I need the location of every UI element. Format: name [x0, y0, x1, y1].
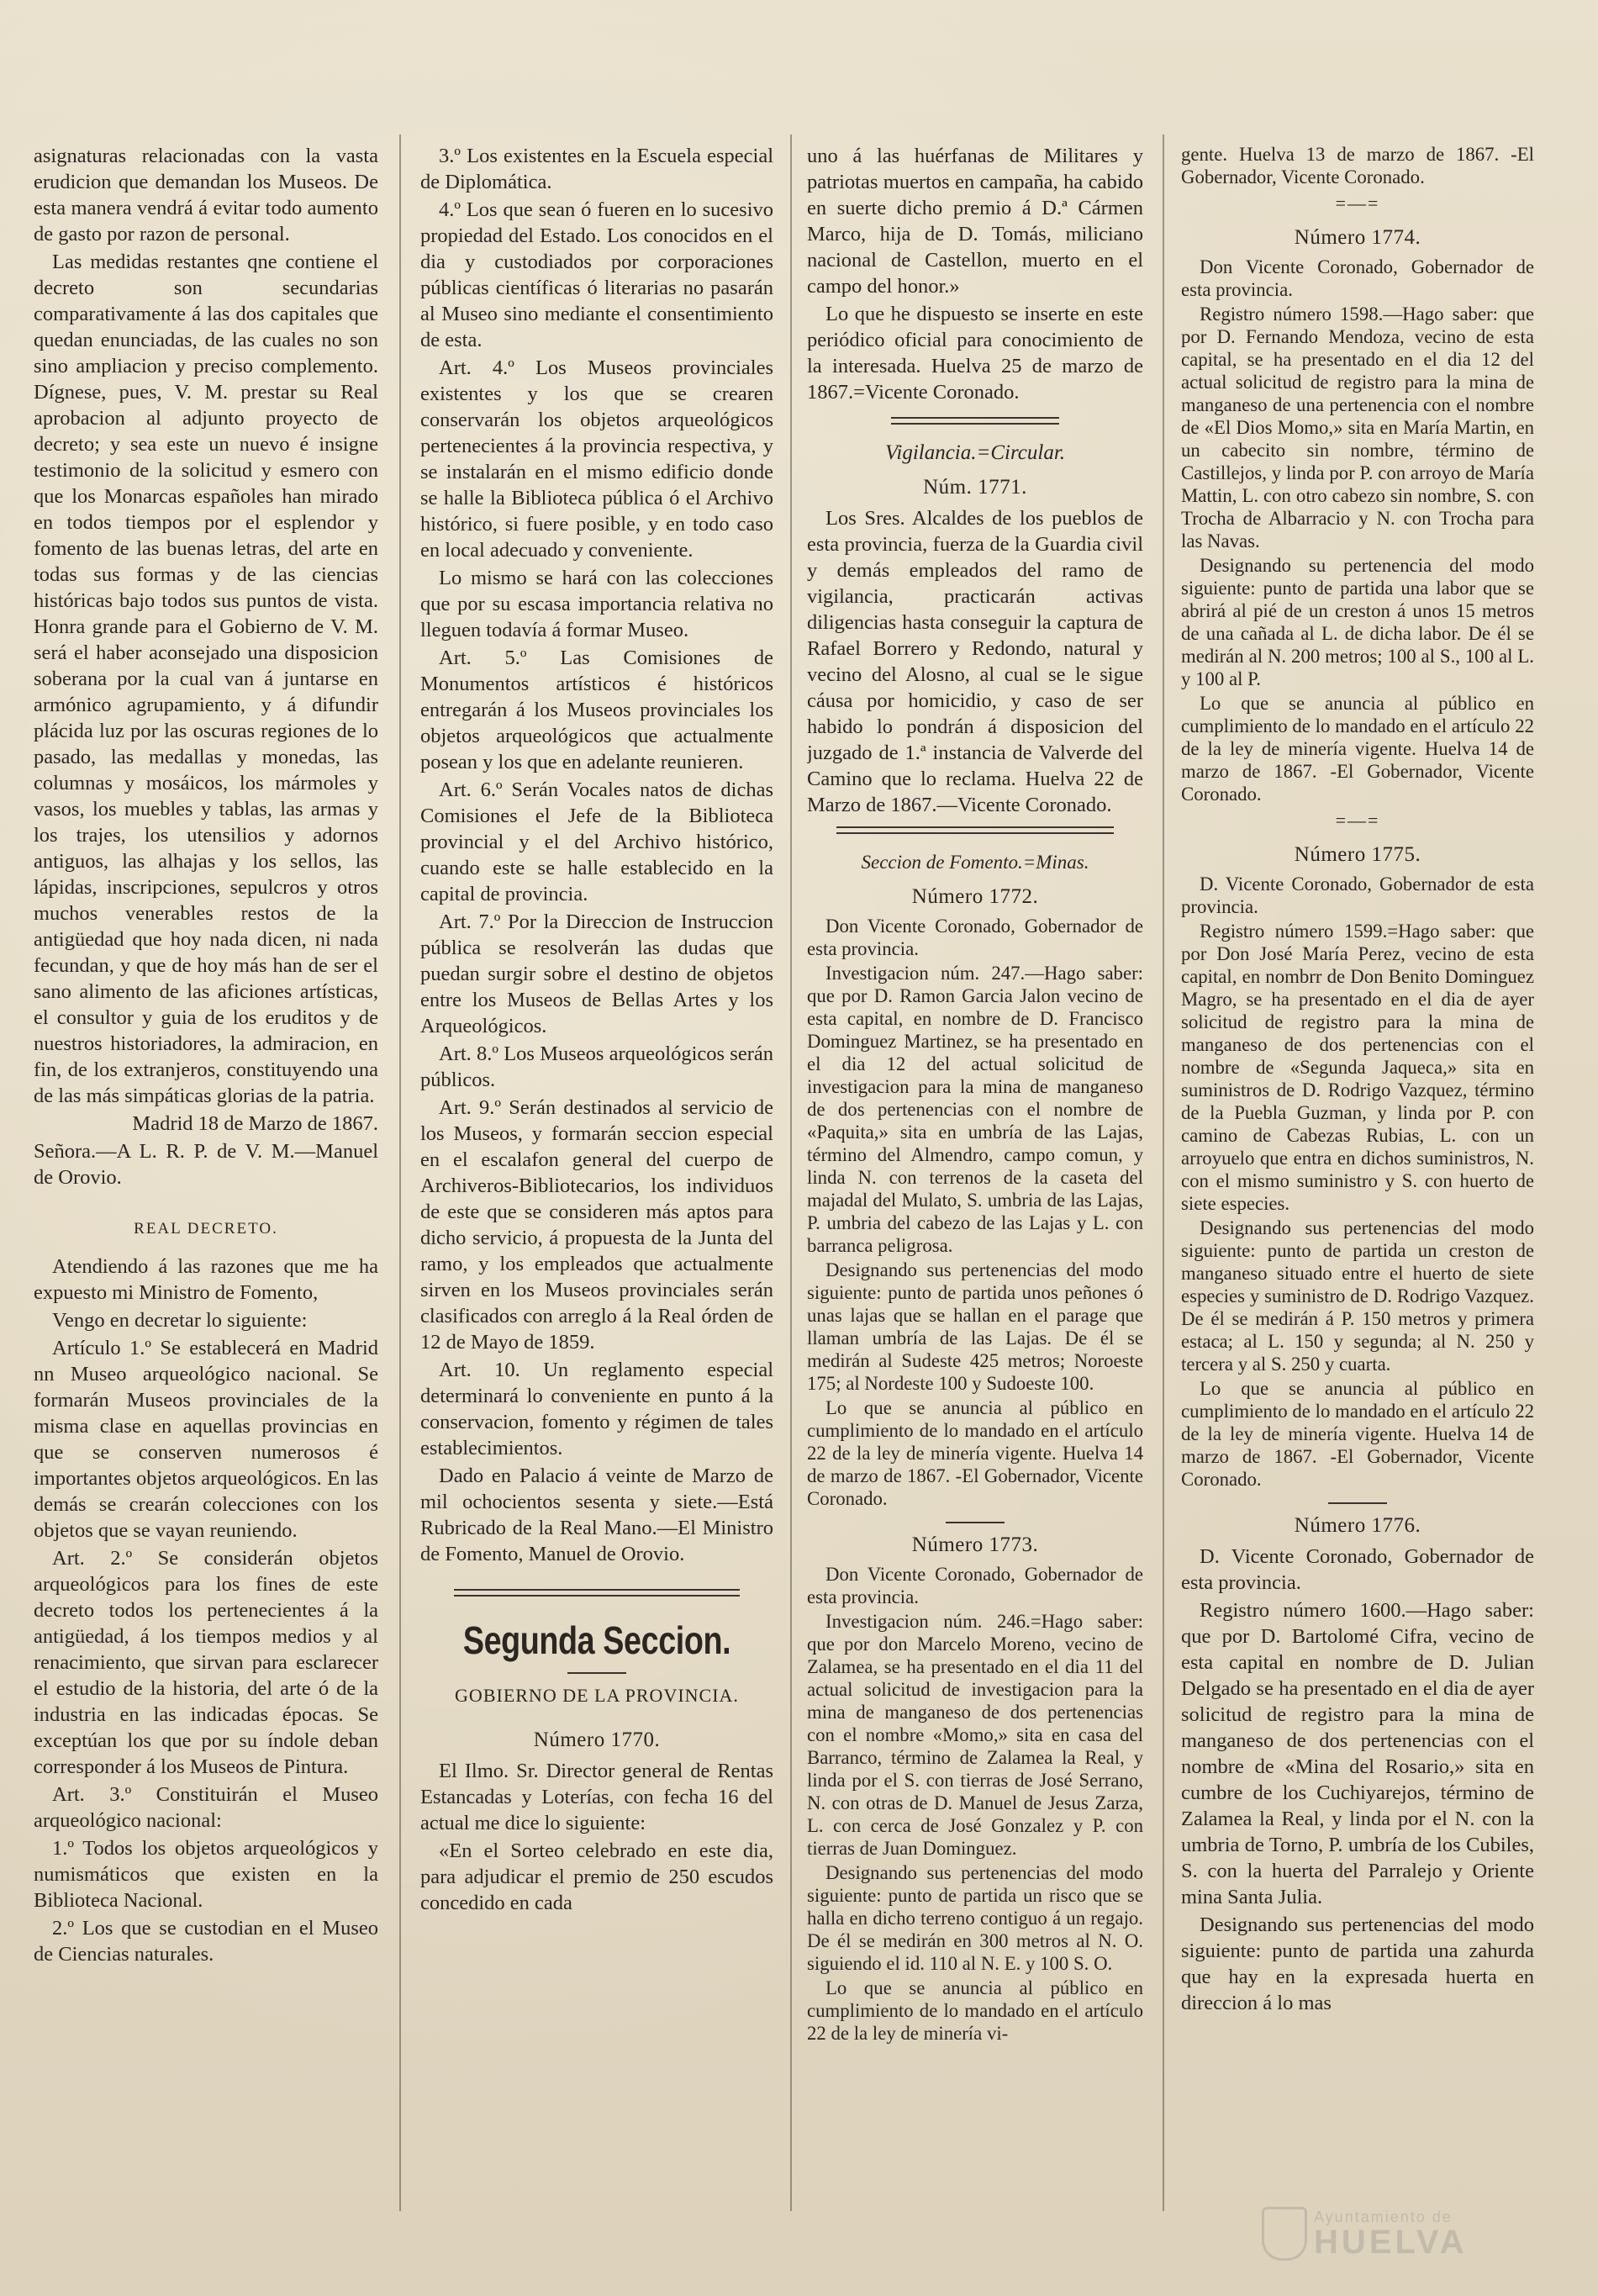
notice-number: Núm. 1771.	[923, 476, 1027, 499]
paragraph: Art. 6.º Serán Vocales natos de dichas Comisiones el Jefe de la Biblioteca provincial y el del Archivo histórico, cuando este se halle establecido en la capital de provincia.	[420, 779, 773, 905]
subsection-title: GOBIERNO DE LA PROVINCIA.	[455, 1685, 739, 1706]
dateline: Madrid 18 de Marzo de 1867.	[132, 1112, 378, 1135]
paragraph: 2.º Los que se custodian en el Museo de Ciencias naturales.	[34, 1917, 378, 1966]
column-4	[1181, 143, 1534, 2219]
paragraph: Registro número 1598.—Hago saber: que por D. Fernando Mendoza, vecino de esta capital, se ha presentado en el dia 12 del actual solicitud de registro para la mina de manganeso de una pertenencia con el nombre de «El Dios Momo,» sita en María Martin, en un cabecito sin nombre, término de Castillejos, y linda por P. con arroyo de María Mattin, L. con otro cabezo sin nombre, S. con Trocha de Albarracio y N. con Trocha para las Navas.	[1181, 303, 1534, 552]
notice-body	[1181, 256, 1534, 805]
paragraph: Dado en Palacio á veinte de Marzo de mil ochocientos sesenta y siete.—Está Rubricado de la Real Mano.—El Ministro de Fomento, Manuel de Orovio.	[420, 1465, 773, 1565]
paragraph: Lo que se anuncia al público en cumplimiento de lo mandado en el artículo 22 de la ley de minería vi-	[807, 1977, 1143, 2044]
paragraph: Lo que se anuncia al público en cumplimiento de lo mandado en el artículo 22 de la ley de minería vigente. Huelva 14 de marzo de 1867. -El Gobernador, Vicente Coronado.	[807, 1397, 1143, 1509]
paragraph: Art. 5.º Las Comisiones de Monumentos artísticos é históricos entregarán á los Museos provinciales los objetos arqueológicos que actualmente posean y los que en adelante reunieren.	[420, 647, 773, 773]
section-heading: REAL DECRETO.	[134, 1220, 278, 1238]
paragraph: Designando sus pertenencias del modo siguiente: punto de partida un creston de manganeso situado entre el huerto de siete especies y suministro de D. Rodrigo Vazquez. De él se medirán á P. 150 metros y primera estaca; al L. 150 y segunda; al N. 250 y tercera y al S. 250 y cuarta.	[1181, 1217, 1534, 1375]
paragraph: Lo que he dispuesto se inserte en este periódico oficial para conocimiento de la interesada. Huelva 25 de marzo de 1867.=Vicente Coronado.	[807, 303, 1143, 404]
paragraph: Art. 9.º Serán destinados al servicio de los Museos, y formarán seccion especial en el escalafon general del cuerpo de Archiveros-Bibliotecarios, los individuos de este que se consideren más aptos para dicho servicio, á propuesta de la Junta del ramo, y los empleados que actualmente sirven en los Museos provinciales serán clasificados con arreglo á la Real órden de 12 de Mayo de 1859.	[420, 1096, 773, 1354]
paragraph: Lo que se anuncia al público en cumplimiento de lo mandado en el artículo 22 de la ley de minería vigente. Huelva 14 de marzo de 1867. -El Gobernador, Vicente Coronado.	[1181, 1378, 1534, 1490]
notice-number: Número 1776.	[1294, 1514, 1421, 1537]
notice-number: Número 1774.	[1294, 226, 1421, 249]
paragraph: Vengo en decretar lo siguiente:	[52, 1309, 308, 1332]
paragraph: Investigacion núm. 247.—Hago saber: que por D. Ramon Garcia Jalon vecino de esta capital, en nombre de D. Francisco Dominguez Martinez, se ha presentado en el dia 12 del actual solicitud de investigacion para la mina de manganeso de dos pertenencias con el nombre de «Paquita,» sita en umbría de las Lajas, término del Almendro, campo comun, y linda N. con terrenos de la caseta del majadal del Mulato, S. umbria de las Lajas, P. umbria del cabezo de las Lajas y L. con barranca peligrosa.	[807, 963, 1143, 1256]
paragraph: gente. Huelva 13 de marzo de 1867. -El Gobernador, Vicente Coronado.	[1181, 144, 1534, 187]
paragraph: Art. 7.º Por la Direccion de Instruccion pública se resolverán las dudas que puedan surgir sobre el destino de objetos entre los Museos de Bellas Artes y los Arqueológicos.	[420, 910, 773, 1037]
column-3	[807, 143, 1143, 2219]
watermark-small-text: Ayuntamiento de	[1314, 2209, 1453, 2225]
paragraph: asignaturas relacionadas con la vasta erudicion que demandan los Museos. De esta manera vendrá á evitar todo aumento de gasto por razon de personal.	[34, 145, 378, 245]
paragraph: Art. 4.º Los Museos provinciales existentes y los que se crearen conservarán los objetos arqueológicos pertenecientes á la provincia respectiva, y se instalarán en el mismo edificio donde se halle la Biblioteca pública ó el Archivo histórico, si fuere posible, y en todo caso en local adecuado y conveniente.	[420, 356, 773, 562]
paragraph: Designando sus pertenencias del modo siguiente: punto de partida un risco que se halla en dicho terreno contiguo á un regajo. De él se medirán en 300 metros al N. O. siguiendo el id. 110 al N. E. y 100 S. O.	[807, 1862, 1143, 1974]
notice-body	[807, 1563, 1143, 2045]
paragraph: «En el Sorteo celebrado en este dia, para adjudicar el premio de 250 escudos concedido en cada	[420, 1839, 773, 1914]
paragraph: Don Vicente Coronado, Gobernador de esta provincia.	[807, 916, 1143, 959]
paragraph: Artículo 1.º Se establecerá en Madrid nn Museo arqueológico nacional. Se formarán Museos provinciales de la misma clase en aquellas provincias en que se conserven numerosos é importantes objetos arqueológicos. En las demás se crearán colecciones con los objetos que se vayan reuniendo.	[34, 1337, 378, 1542]
double-rule	[454, 1589, 740, 1597]
signature: Señora.—A L. R. P. de V. M.—Manuel de Orovio.	[34, 1140, 378, 1189]
paragraph: Investigacion núm. 246.=Hago saber: que por don Marcelo Moreno, vecino de Zalamea, se ha presentado en el dia 11 del actual solicitud de investigacion para la mina de manganeso de dos pertenencias con el nombre «Momo,» sita en casa del Barranco, término de Zalamea la Real, y linda por el S. con tierras de José Serrano, N. con otras de D. Manuel de Jesus Zarza, L. con cerca de José Gonzalez y P. con tierras de Juan Dominguez.	[807, 1611, 1143, 1859]
crest-icon	[1262, 2207, 1307, 2261]
paragraph: D. Vicente Coronado, Gobernador de esta provincia.	[1181, 874, 1534, 917]
paragraph: Don Vicente Coronado, Gobernador de esta provincia.	[807, 1564, 1143, 1607]
double-rule	[836, 826, 1114, 834]
paragraph: Registro número 1599.=Hago saber: que por Don José María Perez, vecino de esta capital, en nombrr de Don Benito Dominguez Magro, se ha presentado en el dia de ayer solicitud de registro para la mina de manganeso de dos pertenencias con el nombre de «Segunda Jaqueca,» sita en suministros de D. Rodrigo Vazquez, término de la Puebla Guzman, y linda por P. con camino de Cabezas Rubias, L. con un arroyuelo que entra en dichos suministros, N. con el mismo suministro y S. con huerto de siete especies.	[1181, 921, 1534, 1214]
column-2	[420, 143, 773, 2219]
short-rule	[946, 1522, 1005, 1523]
paragraph: 1.º Todos los objetos arqueológicos y numismáticos que existen en la Biblioteca Nacional.	[34, 1837, 378, 1912]
paragraph: Registro número 1600.—Hago saber: que por D. Bartolomé Cifra, vecino de esta capital en nombre de D. Julian Delgado se ha presentado en el dia de ayer solicitud de registro para la mina de manganeso de dos pertenencias con el nombre de «Mina del Rosario,» sita en cumbre de los Cuchiyarejos, término de Zalamea la Real, y linda por el N. con la umbria de Torno, P. umbría de los Cubiles, S. con la huerta del Parralejo y Oriente mina Santa Julia.	[1181, 1599, 1534, 1908]
paragraph: Art. 10. Un reglamento especial determinará lo conveniente en punto á la conservacion, fomento y régimen de tales establecimientos.	[420, 1359, 773, 1459]
section-title: Segunda Seccion.	[462, 1618, 731, 1662]
notice-body	[807, 915, 1143, 1510]
paragraph: Designando sus pertenencias del modo siguiente: punto de partida una zahurda que hay en la expresada huerta en direccion á lo mas	[1181, 1913, 1534, 2014]
short-rule	[567, 1672, 626, 1674]
paragraph: Art. 8.º Los Museos arqueológicos serán públicos.	[420, 1042, 773, 1091]
notice-body	[1181, 143, 1534, 188]
paragraph: Designando su pertenencia del modo siguiente: punto de partida una labor que se abrirá al pié de un creston á unos 15 metros de una cañada al L. de dicha labor. De él se medirán al N. 200 metros; 100 al S., 100 al L. y 100 al P.	[1181, 555, 1534, 689]
notice-number: Número 1773.	[911, 1533, 1039, 1556]
paragraph: 4.º Los que sean ó fueren en lo sucesivo propiedad del Estado. Los conocidos en el dia y custodiados por corporaciones públicas científicas ó literarias no pasarán al Museo sino mediante el consentimiento de esta.	[420, 198, 773, 351]
paragraph: Art. 2.º Se considerán objetos arqueológicos para los fines de este decreto todos los pertenecientes á la antigüedad, á los tiempos medios y al renacimiento, que sirvan para esclarecer el estudio de la historia, del arte ó de la industria en las indicadas épocas. Se exceptúan los que por su índole deban corresponder á los Museos de Pintura.	[34, 1547, 378, 1778]
paragraph: Lo que se anuncia al público en cumplimiento de lo mandado en el artículo 22 de la ley de minería vigente. Huelva 14 de marzo de 1867. -El Gobernador, Vicente Coronado.	[1181, 693, 1534, 805]
short-rule	[1328, 1502, 1387, 1504]
column-1	[34, 143, 378, 2219]
paragraph: Art. 3.º Constituirán el Museo arqueológico nacional:	[34, 1783, 378, 1832]
paragraph: 3.º Los existentes en la Escuela especial de Diplomática.	[420, 145, 773, 193]
notice-number: Número 1772.	[911, 885, 1039, 908]
column-rule	[790, 135, 792, 2211]
paragraph: D. Vicente Coronado, Gobernador de esta provincia.	[1181, 1545, 1534, 1594]
watermark-big-text: HUELVA	[1314, 2224, 1468, 2261]
paragraph: El Ilmo. Sr. Director general de Rentas Estancadas y Loterías, con fecha 16 del actual me dice lo siguiente:	[420, 1760, 773, 1834]
column-rule	[1163, 135, 1164, 2211]
archive-watermark	[1262, 2204, 1539, 2262]
paragraph: Atendiendo á las razones que me ha expuesto mi Ministro de Fomento,	[34, 1255, 378, 1304]
paragraph: Las medidas restantes qne contiene el decreto son secundarias comparativamente á las dos capitales que quedan enunciadas, de las cuales no son sino ampliacion y preciso complemento. Dígnese, pues, V. M. prestar su Real aprobacion al adjunto proyecto de decreto; y sea este un nuevo é insigne testimonio de la solicitud y esmero con que los Monarcas españoles han mirado en todos tiempos por el esplendor y fomento de las buenas letras, del arte en todas sus formas y de las ciencias históricas bajo todos sus puntos de vista. Honra grande para el Gobierno de V. M. será el haber aconsejado una disposicion soberana por la cual van á juntarse en armónico agrupamiento, y á difundir plácida luz por las oscuras regiones de lo pasado, las medallas y monedas, las columnas y mosáicos, los mármoles y vasos, los muebles y tablas, las armas y los trajes, los utensilios y adornos antiguos, las alhajas y los sellos, las lápidas, inscripciones, sepulcros y otros muchos venerables restos de la antigüedad que hoy nada dicen, ni nada fecundan, y que de hoy más han de ser el sano alimento de las aficiones artísticas, el consultor y guia de los eruditos y de nuestros historiadores, la admiracion, en fin, de los extranjeros, constituyendo una de las más simpáticas glorias de la patria.	[34, 251, 378, 1107]
separator: =—=	[1335, 810, 1380, 831]
double-rule	[891, 417, 1059, 425]
notice-body	[1181, 873, 1534, 1491]
paragraph: Don Vicente Coronado, Gobernador de esta provincia.	[1181, 256, 1534, 300]
paragraph: Lo mismo se hará con las colecciones que por su escasa importancia relativa no lleguen todavía á formar Museo.	[420, 567, 773, 641]
paragraph: Designando sus pertenencias del modo siguiente: punto de partida unos peñones ó unas lajas que se hallan en el parage que llaman umbría de las Lajas. De él se medirán al Sudeste 425 metros; Noroeste 175; al Nordeste 100 y Sudoeste 100.	[807, 1259, 1143, 1394]
subsection-title: Seccion de Fomento.=Minas.	[861, 852, 1089, 873]
paragraph: uno á las huérfanas de Militares y patriotas muertos en campaña, ha cabido en suerte dicho premio á D.ª Cármen Marco, hija de D. Tomás, miliciano nacional de Castellon, muerto en el campo del honor.»	[807, 145, 1143, 298]
separator: =—=	[1335, 193, 1380, 214]
paragraph: Los Sres. Alcaldes de los pueblos de esta provincia, fuerza de la Guardia civil y demás empleados del ramo de vigilancia, practicarán activas diligencias hasta conseguir la captura de Rafael Borrero y Redondo, natural y vecino del Alosno, al cual se le sigue cáusa por homicidio, y caso de ser habido lo pondrán á disposicion del juzgado de 1.ª instancia de Valverde del Camino que lo reclama. Huelva 22 de Marzo de 1867.—Vicente Coronado.	[807, 507, 1143, 816]
notice-number: Número 1775.	[1294, 843, 1421, 866]
column-rule	[399, 135, 401, 2211]
subsection-title: Vigilancia.=Circular.	[884, 441, 1066, 464]
notice-number: Número 1770.	[533, 1729, 661, 1751]
